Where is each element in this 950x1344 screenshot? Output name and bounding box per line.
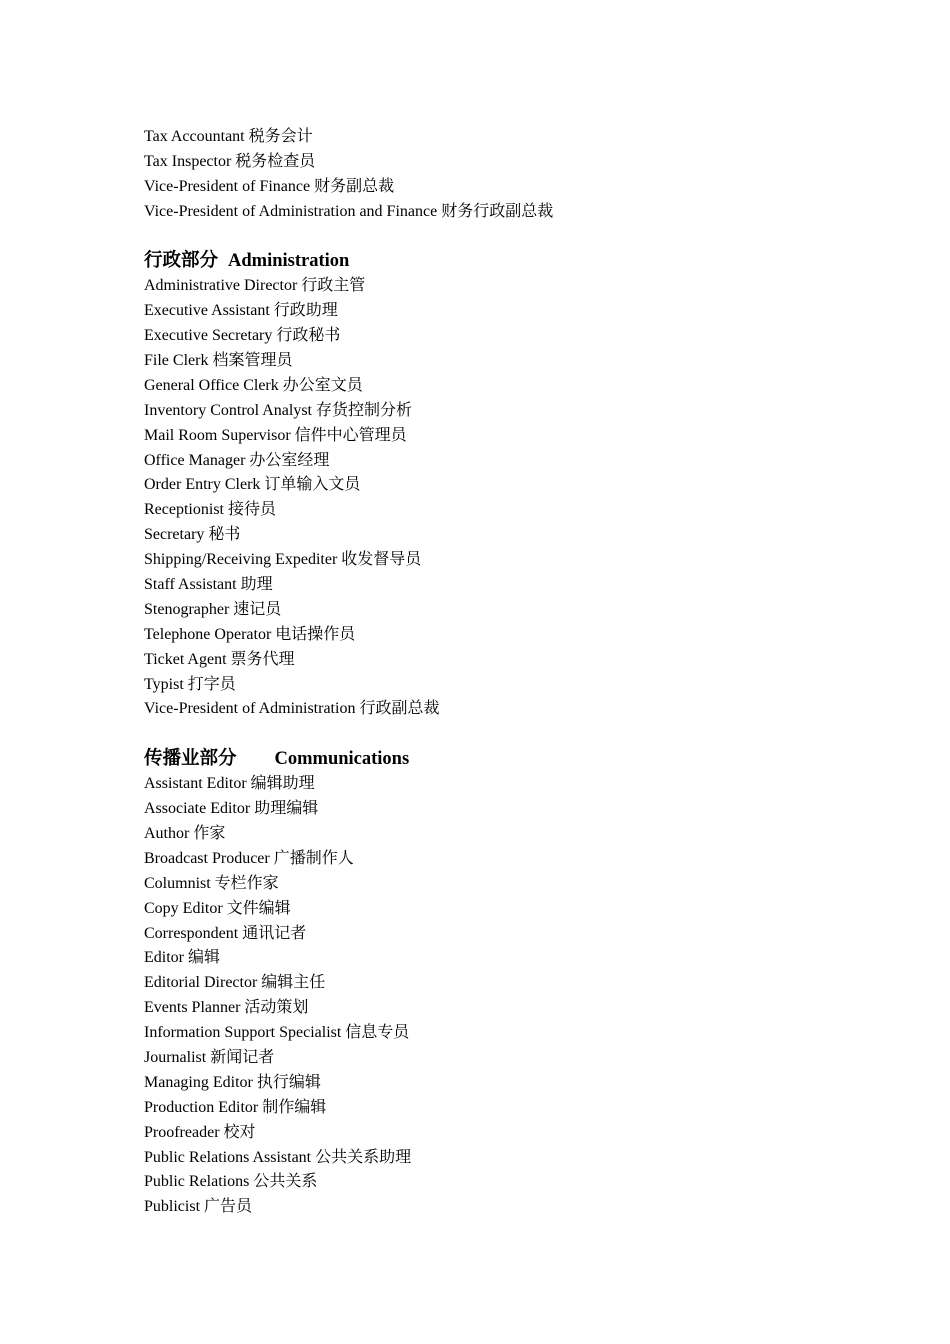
paragraph-spacer xyxy=(144,225,844,250)
list-item: Secretary 秘书 xyxy=(144,526,241,544)
list-item: Tax Accountant 税务会计 xyxy=(144,128,313,145)
list-item: Production Editor 制作编辑 xyxy=(144,1098,327,1116)
list-item: Shipping/Receiving Expediter 收发督导员 xyxy=(144,551,422,569)
list-item: Mail Room Supervisor 信件中心管理员 xyxy=(144,426,407,444)
list-item: Office Manager 办公室经理 xyxy=(144,451,330,469)
section-heading-administration xyxy=(144,249,844,274)
list-item: Order Entry Clerk 订单输入文员 xyxy=(144,476,361,494)
finance-list-continued xyxy=(144,125,844,225)
administration-section xyxy=(144,249,844,722)
heading-en: Administration xyxy=(228,251,350,272)
heading-zh: 传播业部分 xyxy=(144,749,237,770)
list-item: Events Planner 活动策划 xyxy=(144,999,309,1017)
list-item: Staff Assistant 助理 xyxy=(144,576,273,594)
list-item: General Office Clerk 办公室文员 xyxy=(144,376,363,394)
list-item: Vice-President of Administration 行政副总裁 xyxy=(144,700,440,718)
list-item: Correspondent 通讯记者 xyxy=(144,924,307,942)
list-item: Managing Editor 执行编辑 xyxy=(144,1073,321,1091)
list-item: Proofreader 校对 xyxy=(144,1123,256,1141)
list-item: Executive Secretary 行政秘书 xyxy=(144,327,341,345)
communications-section xyxy=(144,747,844,1220)
list-item: Typist 打字员 xyxy=(144,675,236,693)
list-item: Broadcast Producer 广播制作人 xyxy=(144,849,354,867)
heading-en: Communications xyxy=(274,749,410,770)
list-item: Ticket Agent 票务代理 xyxy=(144,650,295,668)
list-item: Assistant Editor 编辑助理 xyxy=(144,775,315,793)
document-page xyxy=(144,125,844,1220)
list-item: Columnist 专栏作家 xyxy=(144,874,279,892)
list-item: Publicist 广告员 xyxy=(144,1198,253,1216)
list-item: Editor 编辑 xyxy=(144,949,220,967)
list-item: Stenographer 速记员 xyxy=(144,600,282,618)
list-item: Administrative Director 行政主管 xyxy=(144,277,366,295)
list-item: Information Support Specialist 信息专员 xyxy=(144,1024,410,1042)
list-item: Executive Assistant 行政助理 xyxy=(144,302,338,320)
paragraph-spacer xyxy=(144,722,844,747)
list-item: Inventory Control Analyst 存货控制分析 xyxy=(144,401,412,419)
list-item: Editorial Director 编辑主任 xyxy=(144,974,326,992)
list-item: Vice-President of Administration and Finance 财务行政副总裁 xyxy=(144,202,554,220)
list-item: Associate Editor 助理编辑 xyxy=(144,800,319,818)
list-item: File Clerk 档案管理员 xyxy=(144,352,293,370)
list-item: Author 作家 xyxy=(144,824,226,842)
list-item: Public Relations 公共关系 xyxy=(144,1173,318,1191)
list-item: Receptionist 接待员 xyxy=(144,501,276,519)
list-item: Tax Inspector 税务检查员 xyxy=(144,152,316,170)
list-item: Public Relations Assistant 公共关系助理 xyxy=(144,1148,412,1166)
list-item: Vice-President of Finance 财务副总裁 xyxy=(144,177,395,195)
section-heading-communications xyxy=(144,747,844,772)
heading-zh: 行政部分 xyxy=(144,251,219,272)
list-item: Copy Editor 文件编辑 xyxy=(144,899,291,917)
list-item: Telephone Operator 电话操作员 xyxy=(144,625,356,643)
list-item: Journalist 新闻记者 xyxy=(144,1048,275,1066)
